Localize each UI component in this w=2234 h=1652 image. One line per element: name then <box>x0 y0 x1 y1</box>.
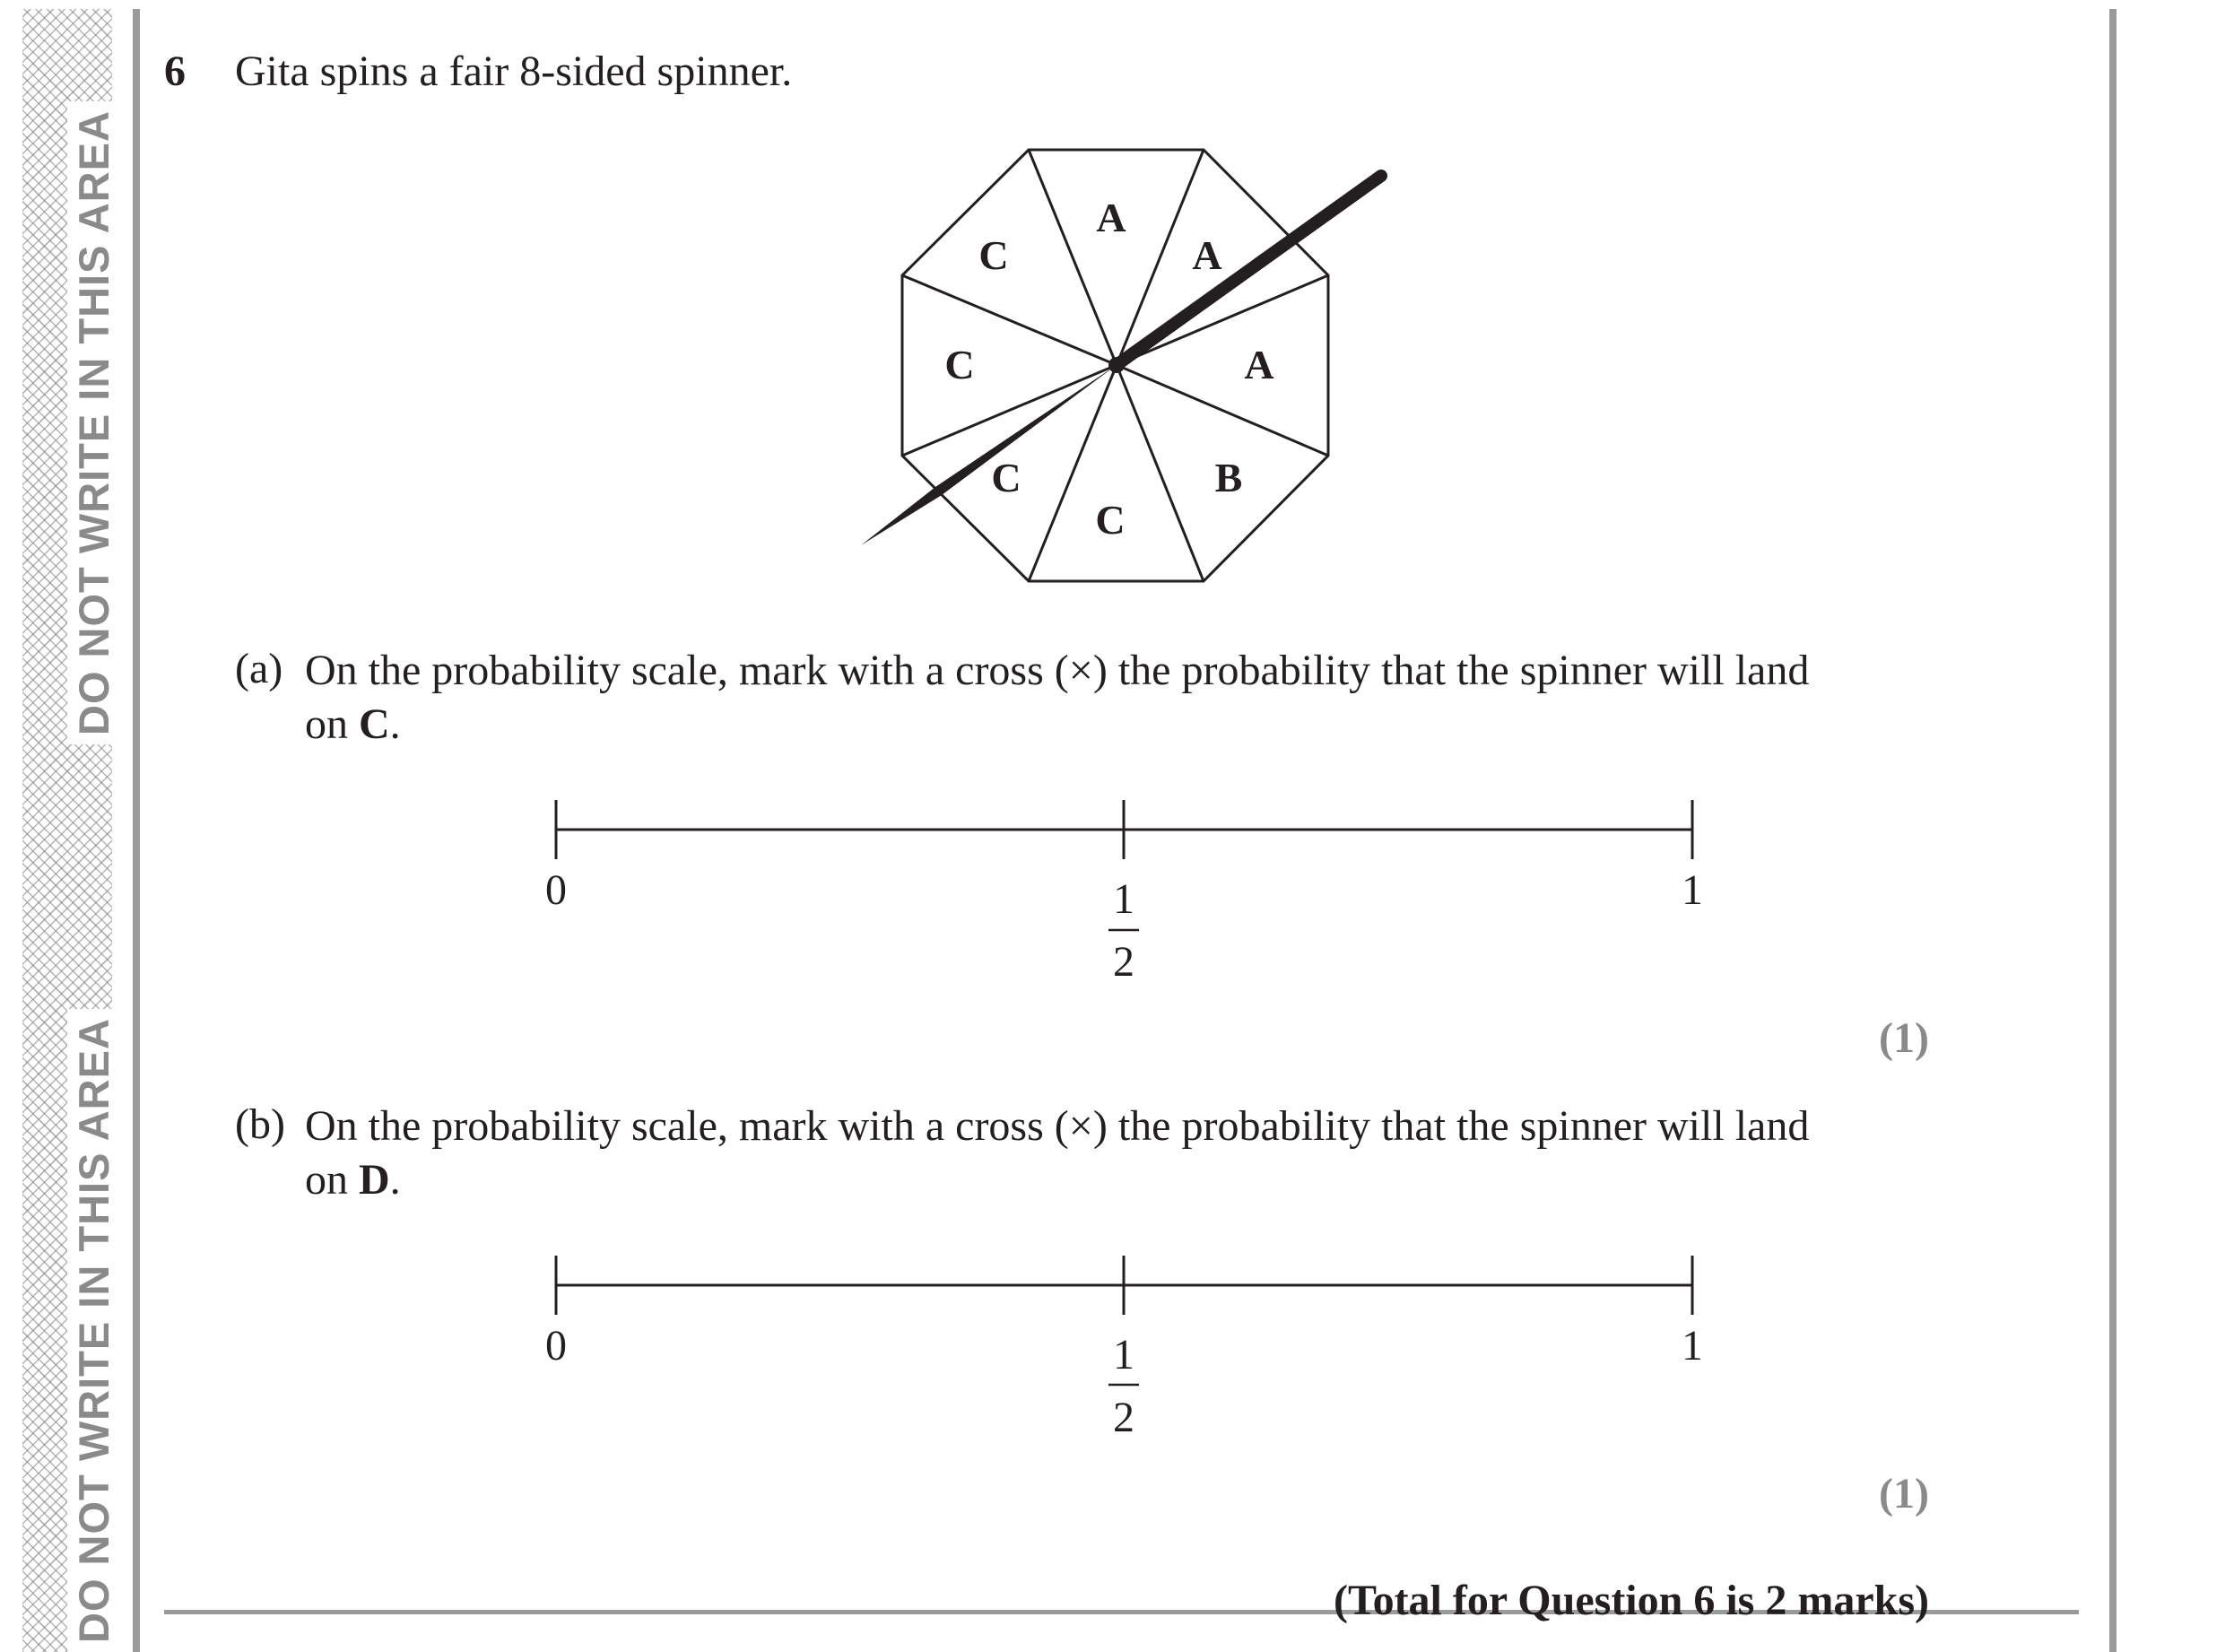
scale-a-min-label: 0 <box>545 866 567 914</box>
sector-label-6: C <box>991 455 1021 500</box>
sector-label-4: B <box>1214 455 1243 500</box>
scale-b-min-label: 0 <box>545 1322 567 1369</box>
part-b-text-after: . <box>389 1156 401 1204</box>
sector-label-5: C <box>1095 497 1126 543</box>
part-b-text <box>305 1100 1847 1207</box>
part-b-marks: (1) <box>1879 1470 1929 1517</box>
part-b-text-before: On the probability scale, mark with a cross (×) the probability that the spinner will land on <box>305 1102 1810 1204</box>
scale-a-half-numerator: 1 <box>1113 875 1134 923</box>
part-b-letter: D <box>359 1156 390 1204</box>
sector-label-8: C <box>978 232 1009 278</box>
sector-label-3: A <box>1244 342 1274 387</box>
scale-a-max-label: 1 <box>1682 866 1703 914</box>
scale-a-half-denominator: 2 <box>1113 938 1134 986</box>
part-a-letter: C <box>359 700 390 748</box>
question-stem: Gita spins a fair 8-sided spinner. <box>235 48 793 95</box>
part-a-text-after: . <box>389 700 401 748</box>
margin-warning-upper: DO NOT WRITE IN THIS AREA <box>67 101 120 744</box>
part-a-text <box>305 644 1847 752</box>
part-b-label: (b) <box>235 1100 285 1148</box>
question-number: 6 <box>164 48 186 95</box>
sector-label-7: C <box>944 342 975 387</box>
question-total: (Total for Question 6 is 2 marks) <box>1333 1577 1929 1624</box>
sector-label-1: A <box>1096 195 1126 240</box>
part-a-text-before: On the probability scale, mark with a cross (×) the probability that the spinner will land on <box>305 647 1810 748</box>
sector-label-2: A <box>1192 232 1222 278</box>
scale-b-half-numerator: 1 <box>1113 1331 1134 1378</box>
scale-b-max-label: 1 <box>1682 1322 1703 1369</box>
part-a-marks: (1) <box>1879 1014 1929 1062</box>
spinner-pointer-tail <box>861 365 1117 545</box>
margin-warning-lower: DO NOT WRITE IN THIS AREA <box>67 1009 120 1652</box>
part-a-label: (a) <box>235 645 283 692</box>
scale-b-half-denominator: 2 <box>1113 1394 1134 1441</box>
